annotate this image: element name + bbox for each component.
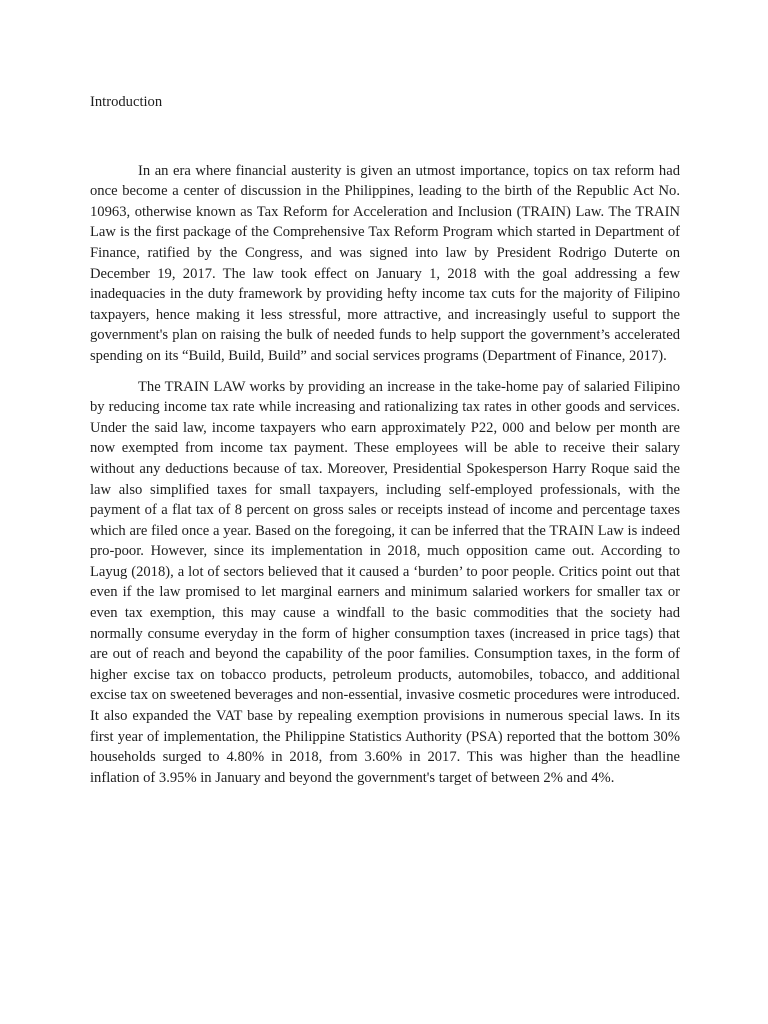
section-heading: Introduction [90,94,163,110]
document-body [90,92,680,798]
paragraph-train-law: The TRAIN LAW works by providing an increase in the take-home pay of salaried Filipino by reducing income tax rate while increasing and rationalizing tax rates in other goods and services. Under the said law, income taxpayers who earn approximately P22, 000 and below per month are now exempted from income tax payment. These employees will be able to receive their salary without any deductions because of tax. Moreover, Presidential Spokesperson Harry Roque said the law also simplified taxes for small taxpayers, including self-employed professionals, with the payment of a flat tax of 8 percent on gross sales or receipts instead of income and percentage taxes which are filed once a year. Based on the foregoing, it can be inferred that the TRAIN Law is indeed pro-poor. However, since its implementation in 2018, much opposition came out. According to Layug (2018), a lot of sectors believed that it caused a ‘burden’ to poor people. Critics point out that even if the law promised to let marginal earners and minimum salaried workers for smaller tax or even tax exemption, this may cause a windfall to the basic commodities that the society had normally consume everyday in the form of higher consumption taxes (increased in price tags) that are out of reach and beyond the capability of the poor families. Consumption taxes, in the form of higher excise tax on tobacco products, petroleum products, automobiles, tobacco, and additional excise tax on sweetened beverages and non-essential, invasive cosmetic procedures were introduced. It also expanded the VAT base by repealing exemption provisions in numerous special laws. In its first year of implementation, the Philippine Statistics Authority (PSA) reported that the bottom 30% households surged to 4.80% in 2018, from 3.60% in 2017. This was higher than the headline inflation of 3.95% in January and beyond the government's target of between 2% and 4%. [90,378,680,786]
paragraph-intro: In an era where financial austerity is given an utmost importance, topics on tax reform had once become a center of discussion in the Philippines, leading to the birth of the Republic Act No. 10963, otherwise known as Tax Reform for Acceleration and Inclusion (TRAIN) Law. The TRAIN Law is the first package of the Comprehensive Tax Reform Program which started in Department of Finance, ratified by the Congress, and was signed into law by President Rodrigo Duterte on December 19, 2017. The law took effect on January 1, 2018 with the goal addressing a few inadequacies in the duty framework by providing hefty income tax cuts for the majority of Filipino taxpayers, hence making it less stressful, more attractive, and increasingly useful to support the government's plan on raising the bulk of needed funds to help support the government’s accelerated spending on its “Build, Build, Build” and social services programs (Department of Finance, 2017). [90,162,680,364]
